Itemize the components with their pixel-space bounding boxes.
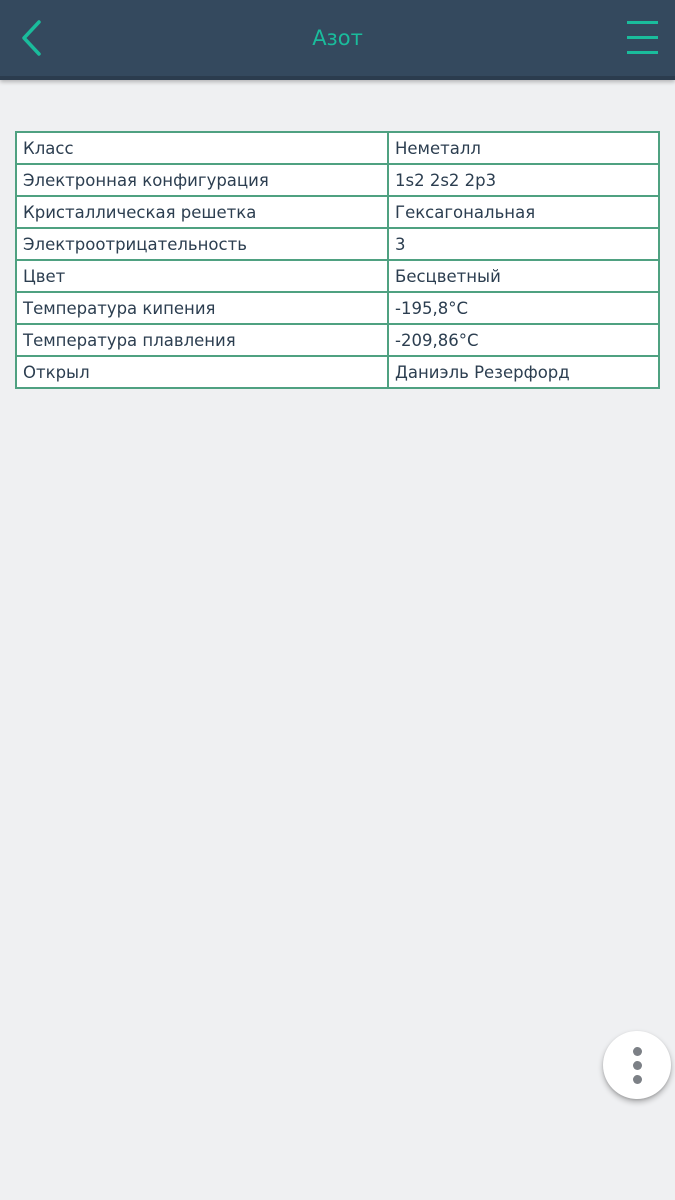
page-title: Азот	[312, 26, 363, 50]
table-row	[16, 292, 659, 324]
table-row	[16, 356, 659, 388]
property-label: Кристаллическая решетка	[16, 196, 388, 228]
table-row	[16, 196, 659, 228]
more-vertical-icon	[633, 1047, 642, 1056]
property-label: Электронная конфигурация	[16, 164, 388, 196]
app-bar	[0, 0, 675, 80]
chevron-left-icon	[20, 18, 44, 58]
table-row	[16, 164, 659, 196]
property-label: Температура кипения	[16, 292, 388, 324]
property-value: 3	[388, 228, 659, 260]
element-properties-table	[15, 131, 660, 389]
table-row	[16, 132, 659, 164]
property-value: Гексагональная	[388, 196, 659, 228]
property-value: -195,8°C	[388, 292, 659, 324]
table-row	[16, 260, 659, 292]
property-value: 1s2 2s2 2p3	[388, 164, 659, 196]
property-value: Бесцветный	[388, 260, 659, 292]
property-value: -209,86°C	[388, 324, 659, 356]
back-button[interactable]	[10, 14, 54, 62]
more-options-button[interactable]	[603, 1031, 671, 1099]
property-label: Открыл	[16, 356, 388, 388]
table-row	[16, 324, 659, 356]
property-label: Цвет	[16, 260, 388, 292]
property-value: Неметалл	[388, 132, 659, 164]
property-value: Даниэль Резерфорд	[388, 356, 659, 388]
menu-button[interactable]	[627, 18, 661, 58]
table-row	[16, 228, 659, 260]
hamburger-menu-icon	[627, 21, 658, 24]
property-label: Температура плавления	[16, 324, 388, 356]
property-label: Электроотрицательность	[16, 228, 388, 260]
property-label: Класс	[16, 132, 388, 164]
